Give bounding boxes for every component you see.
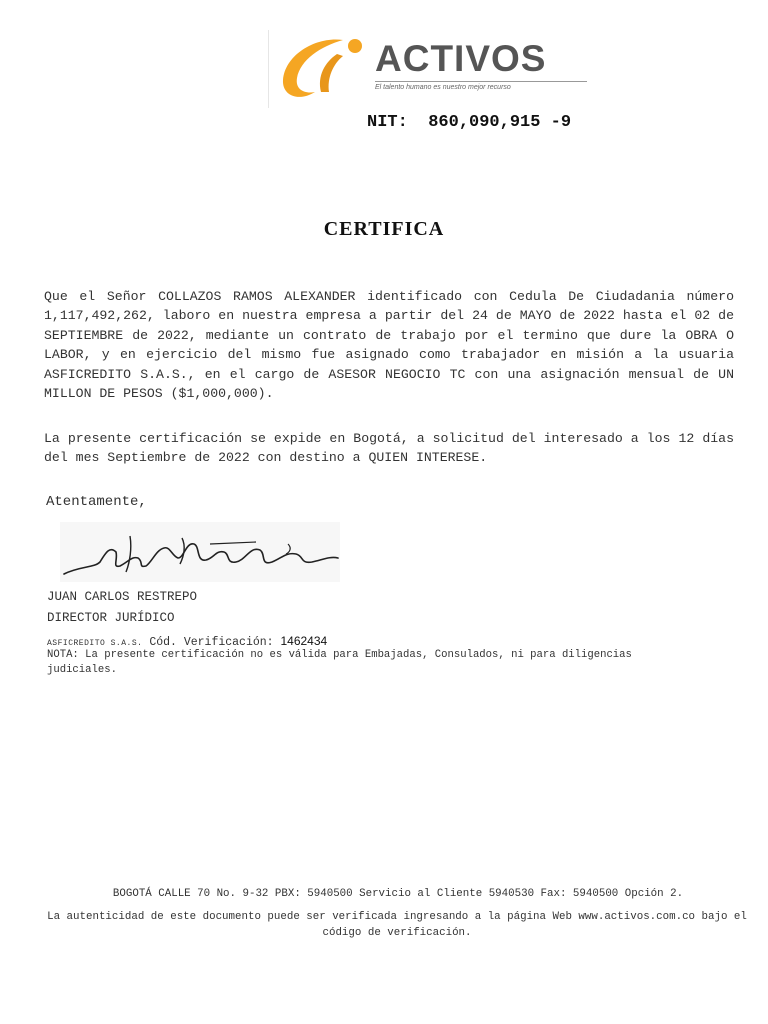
verification-company: ASFICREDITO S.A.S.: [47, 639, 143, 648]
signatory-role: DIRECTOR JURÍDICO: [47, 611, 175, 625]
signature-icon: [60, 522, 340, 582]
handwritten-signature: [60, 522, 340, 582]
validity-note: NOTA: La presente certificación no es válida para Embajadas, Consulados, ni para diligencias judiciales.: [47, 649, 632, 676]
activos-swoosh-icon: [277, 32, 373, 104]
logo-wordmark: ACTIVOS: [375, 38, 547, 79]
verification-line: [47, 634, 327, 649]
issuance-paragraph: La presente certificación se expide en Bogotá, a solicitud del interesado a los 12 días del mes Septiembre de 2022 con destino a QUIEN INTERESE.: [44, 431, 734, 466]
certification-paragraph: Que el Señor COLLAZOS RAMOS ALEXANDER identificado con Cedula De Ciudadania número 1,117,492,262, laboro en nuestra empresa a partir del 24 de MAYO de 2022 hasta el 02 de SEPTIEMBRE de 2022, mediante un contrato de trabajo por el termino que dure la OBRA O LABOR, y en ejercicio del mismo fue asignado como trabajador en misión a la usuaria ASFICREDITO S.A.S., en el cargo de ASESOR NEGOCIO TC con una asignación mensual de UN MILLON DE PESOS ($1,000,000).: [44, 289, 734, 402]
company-nit: NIT: 860,090,915 -9: [367, 113, 572, 132]
footer-authenticity: La autenticidad de este documento puede ser verificada ingresando a la página Web www.activos.com.co bajo el código de verificación.: [47, 911, 747, 939]
verification-label: Cód. Verificación:: [149, 636, 274, 649]
logo-divider: [375, 81, 587, 82]
verification-code: 1462434: [280, 634, 328, 648]
footer-address: BOGOTÁ CALLE 70 No. 9-32 PBX: 5940500 Servicio al Cliente 5940530 Fax: 5940500 Opción 2.: [112, 888, 684, 900]
document-title: CERTIFICA: [323, 218, 445, 240]
signatory-name: JUAN CARLOS RESTREPO: [47, 590, 198, 604]
logo-tagline: El talento humano es nuestro mejor recurso: [375, 84, 511, 91]
company-logo: [268, 30, 599, 108]
closing-salutation: Atentamente,: [46, 494, 147, 510]
